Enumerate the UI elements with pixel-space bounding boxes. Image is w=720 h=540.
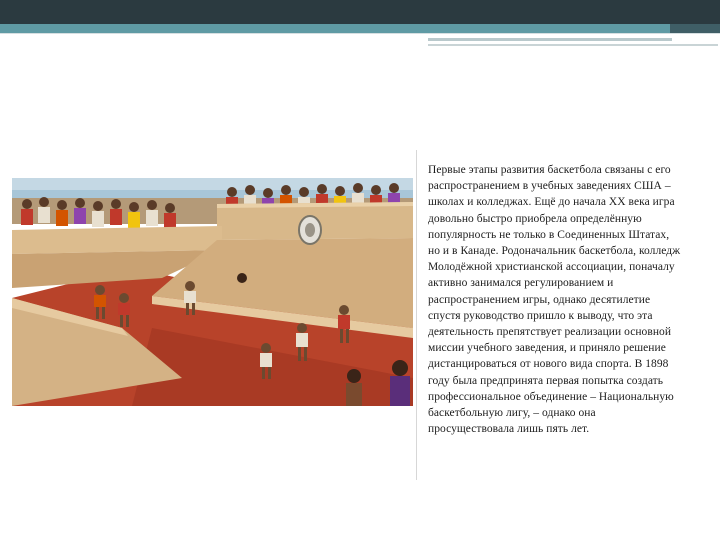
header-band bbox=[0, 0, 720, 24]
header-accent-band bbox=[0, 24, 720, 33]
header-rule bbox=[0, 33, 720, 34]
title-decoration-line-secondary bbox=[428, 44, 718, 46]
title-decoration-line bbox=[428, 38, 672, 41]
ball-game-illustration bbox=[12, 178, 413, 406]
slide-body-text: Первые этапы развития баскетбола связаны с его распространением в учебных заведениях США – школах и колледжах. Ещё до начала XX века игра довольно быстро приобрела определённую популярность не только в Соединенных Штатах, но и в Канаде. Родоначальник баскетбола, колледж Молодёжной христианской ассоциации, поначалу активно занимался регулированием и распространением игры, однако десятилетие спустя руководство пришло к выводу, что эта деятельность препятствует реализации основной миссии учебного заведения, и приняло решение дистанцироваться от нового вида спорта. В 1898 году была предпринята первая попытка создать профессиональное объединение – Национальную баскетбольную лигу, – однако она просуществовала лишь пять лет. bbox=[428, 164, 681, 436]
column-divider bbox=[416, 150, 417, 480]
header-corner-accent bbox=[670, 24, 720, 33]
